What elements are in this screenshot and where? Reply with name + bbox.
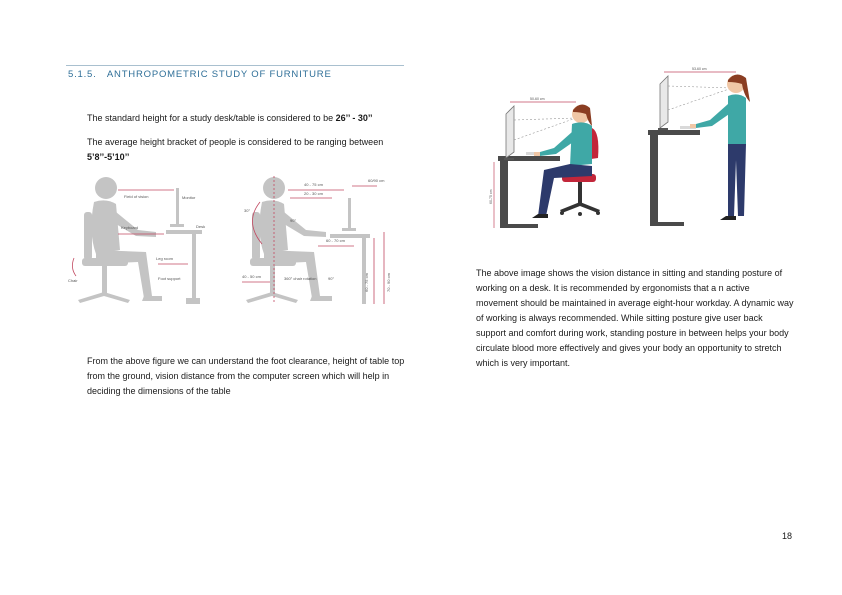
seated-dimensions-figure — [232, 172, 397, 312]
angle-90-knee: 90° — [328, 276, 335, 281]
label-monitor: Monitor — [182, 195, 196, 200]
label-chair-rotation: 360° chair rotation — [284, 276, 317, 281]
section-title: ANTHROPOMETRIC STUDY OF FURNITURE — [106, 69, 332, 80]
sit-dim-50-60: 50-60 cm — [530, 97, 545, 101]
standing-posture-figure — [640, 66, 760, 232]
people-height-value: 5’8’’-5’10’’ — [87, 152, 130, 162]
seated-anthropometry-figure — [66, 172, 216, 312]
section-heading — [68, 69, 332, 80]
label-foot-support: Foot support — [158, 276, 181, 281]
angle-90-arm: 90° — [290, 218, 297, 223]
label-chair: Chair — [68, 278, 78, 283]
dim-40-75: 40 - 75 cm — [304, 182, 323, 187]
label-desk: Desk — [196, 224, 206, 229]
dim-40-50: 40 - 50 cm — [242, 274, 261, 279]
sit-dim-60-75: 60-75 cm — [489, 189, 493, 204]
stand-dim-53-60: 53-60 cm — [692, 67, 707, 71]
desk-height-text: The standard height for a study desk/table is considered to be — [87, 113, 336, 123]
posture-explanation-paragraph: The above image shows the vision distance in sitting and standing posture of working on a desk. It is recommended by ergonomists that a n active movement should be maintained in average eight-hour workday. A dynamic way of working is always recommended. While sitting posture give user back support and comfort during work, standing posture in between helps your body circulate blood more effectively and gives your body an opportunity to stretch which is very important. — [476, 268, 794, 368]
label-leg-room: Leg room — [156, 256, 173, 261]
desk-height-value: 26’’ - 30’’ — [335, 113, 373, 123]
section-divider — [66, 65, 404, 66]
people-height-text: The average height bracket of people is considered to be ranging between — [87, 137, 384, 147]
figure-explanation-paragraph: From the above figure we can understand the foot clearance, height of table top from the ground, vision distance from the computer screen which will help in deciding the dimensions of the table — [87, 356, 405, 396]
label-keyboard: Keyboard — [121, 225, 139, 230]
section-number: 5.1.5. — [68, 69, 97, 80]
desk-height-paragraph — [87, 111, 407, 126]
label-field-of-vision: Field of vision — [124, 194, 149, 199]
sitting-posture-figure — [488, 92, 608, 234]
people-height-paragraph — [87, 135, 407, 165]
page-number: 18 — [781, 531, 792, 541]
dim-20-30: 20 - 30 cm — [304, 191, 323, 196]
dim-60-70: 60 - 70 cm — [326, 238, 345, 243]
dim-60-75: 60 - 75 cm — [364, 273, 369, 292]
angle-30: 30° — [244, 208, 251, 213]
dim-70-90: 70 - 90 cm — [386, 273, 391, 292]
dim-60-90: 60/90 cm — [368, 178, 385, 183]
